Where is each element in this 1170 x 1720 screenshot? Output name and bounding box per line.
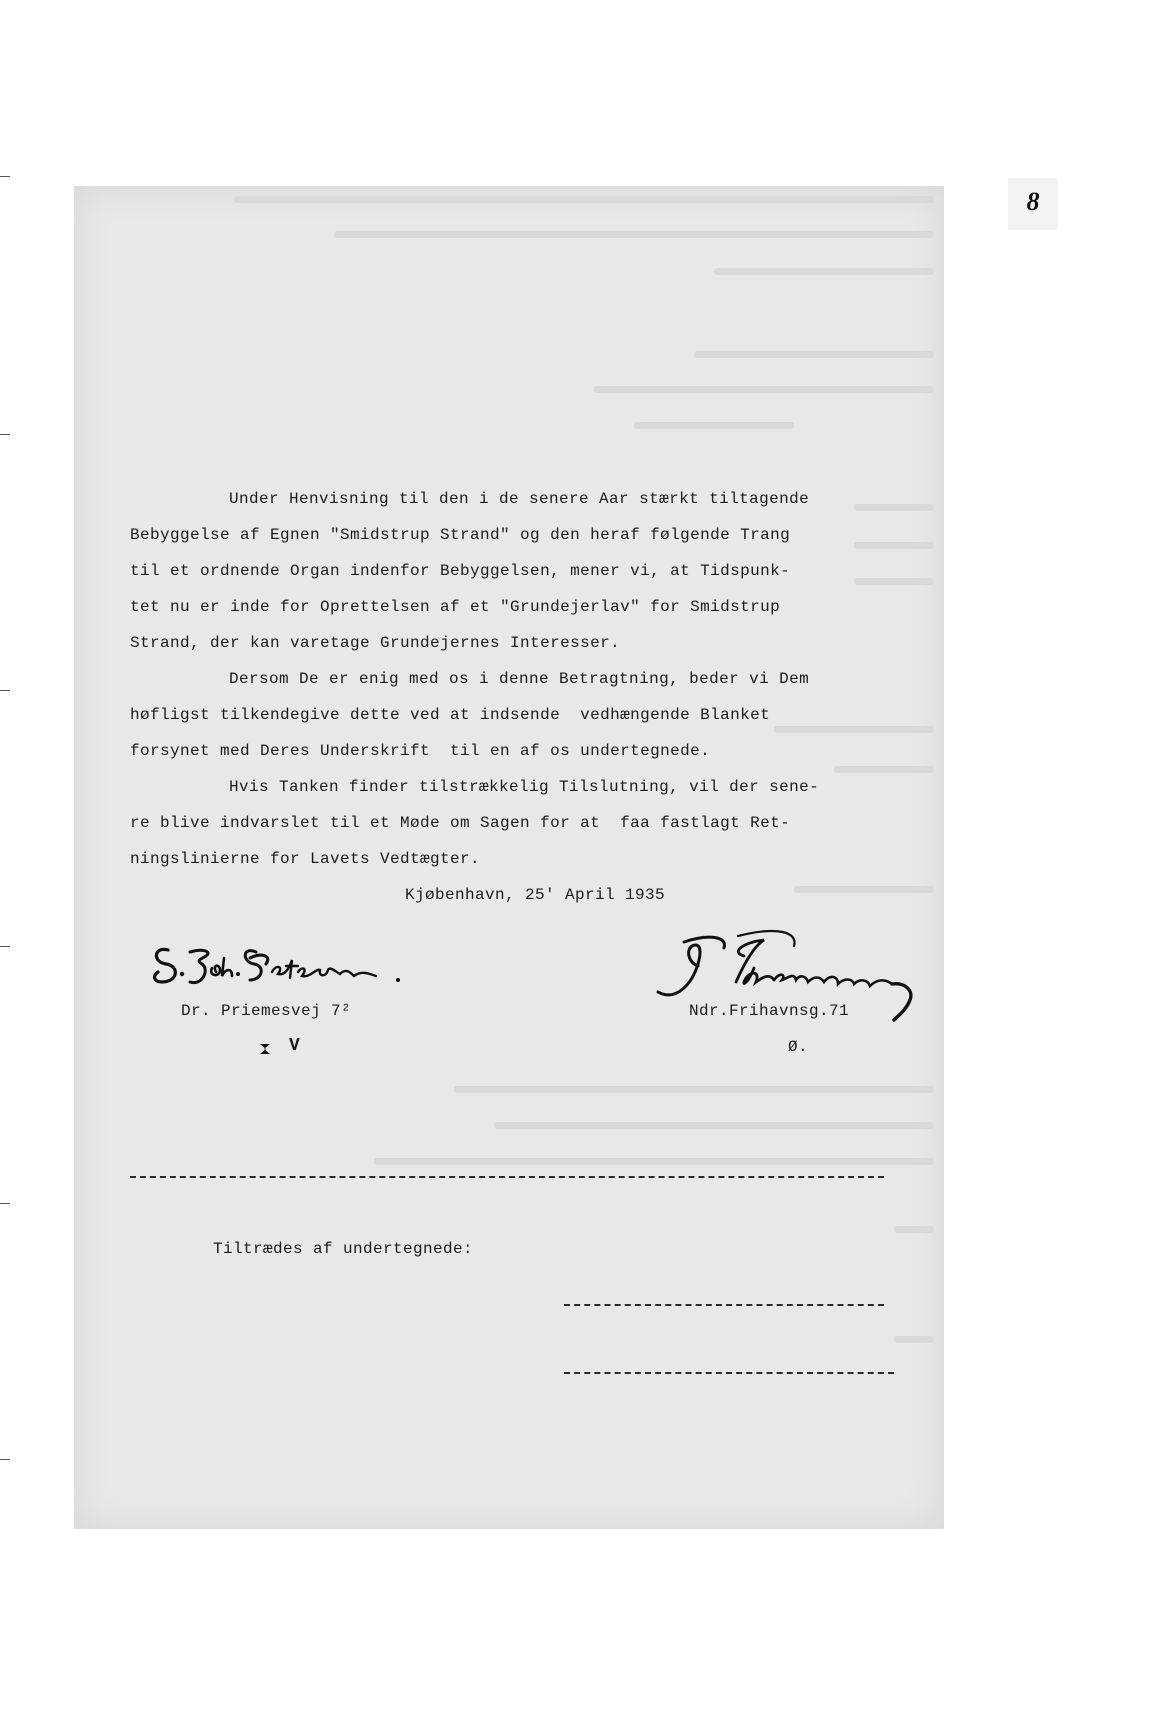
show-through-line (894, 1226, 934, 1233)
letter-line: ningslinierne for Lavets Vedtægter. (130, 850, 481, 868)
letter-line: Under Henvisning til den i de senere Aar stærkt tiltagende (229, 490, 810, 508)
left-address: Dr. Priemesvej 7² (181, 1002, 352, 1020)
letter-line: til et ordnende Organ indenfor Bebyggelsen, mener vi, at Tidspunk- (130, 562, 791, 580)
right-district: Ø. (788, 1038, 809, 1056)
form-separator (130, 1176, 884, 1178)
place-date: Kjøbenhavn, 25' April 1935 (405, 886, 666, 904)
show-through-line (334, 231, 934, 238)
margin-tick (0, 1459, 10, 1460)
letter-line: tet nu er inde for Oprettelsen af et "Grundejerlav" for Smidstrup (130, 598, 781, 616)
signature-line (564, 1372, 894, 1374)
page-number: 8 (1008, 178, 1058, 230)
form-label: Tiltrædes af undertegnede: (213, 1240, 474, 1258)
signature-left (150, 938, 420, 994)
margin-tick (0, 690, 10, 691)
right-address: Ndr.Frihavnsg.71 (689, 1002, 850, 1020)
show-through-line (794, 886, 934, 893)
show-through-line (854, 504, 934, 511)
margin-tick (0, 176, 10, 177)
show-through-line (854, 542, 934, 549)
letter-line: Hvis Tanken finder tilstrækkelig Tilslutning, vil der sene- (229, 778, 820, 796)
letter-line: Strand, der kan varetage Grundejernes Interesser. (130, 634, 621, 652)
show-through-line (834, 766, 934, 773)
letter-line: re blive indvarslet til et Møde om Sagen for at faa fastlagt Ret- (130, 814, 791, 832)
show-through-line (694, 351, 934, 358)
letter-line: Bebyggelse af Egnen "Smidstrup Strand" og den heraf følgende Trang (130, 526, 791, 544)
show-through-line (894, 1336, 934, 1343)
show-through-line (234, 196, 934, 203)
letter-line: Dersom De er enig med os i denne Betragtning, beder vi Dem (229, 670, 810, 688)
show-through-line (594, 386, 934, 393)
signature-line (564, 1304, 884, 1306)
margin-tick (0, 946, 10, 947)
left-district: V (289, 1036, 301, 1056)
show-through-line (374, 1158, 934, 1165)
show-through-line (454, 1086, 934, 1093)
show-through-line (774, 726, 934, 733)
show-through-line (494, 1122, 934, 1129)
show-through-line (634, 422, 794, 429)
margin-tick (0, 1203, 10, 1204)
show-through-line (714, 268, 934, 275)
margin-tick (0, 434, 10, 435)
show-through-line (854, 578, 934, 585)
letter-line: forsynet med Deres Underskrift til en af os undertegnede. (130, 742, 711, 760)
letter-line: høfligst tilkendegive dette ved at indsende vedhængende Blanket (130, 706, 771, 724)
left-district-mark (258, 1040, 272, 1056)
